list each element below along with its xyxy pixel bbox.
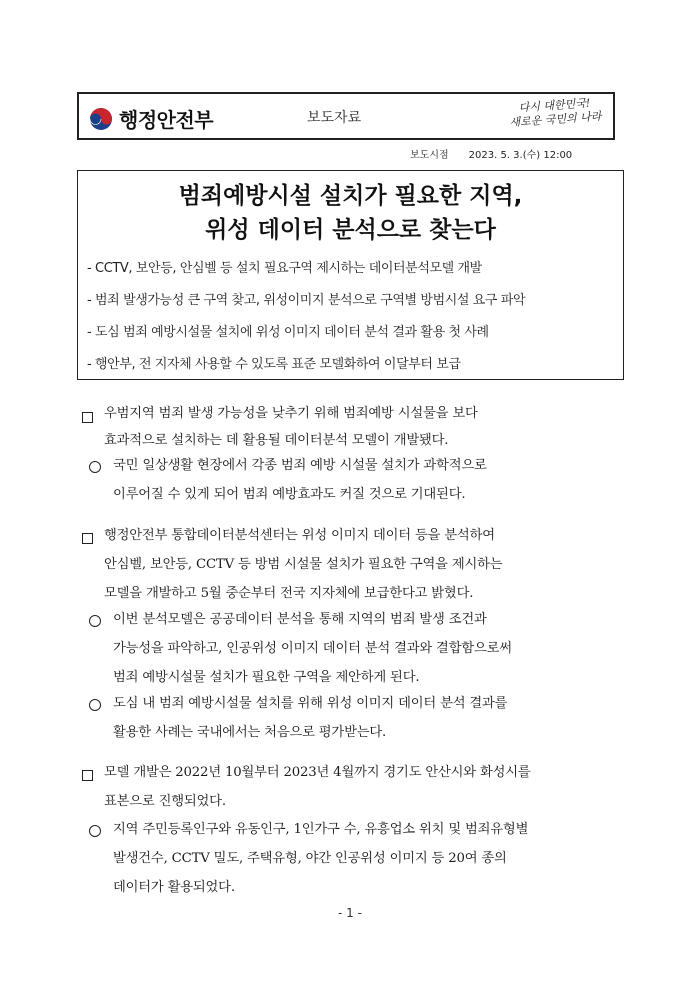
- summary-item: - CCTV, 보안등, 안심벨 등 설치 필요구역 제시하는 데이터분석모델 개발: [87, 261, 482, 276]
- paragraph-line: 행정안전부 통합데이터분석센터는 위성 이미지 데이터 등을 분석하여: [104, 528, 495, 543]
- paragraph-3: [0, 758, 700, 816]
- paragraph-line: 이번 분석모델은 공공데이터 분석을 통해 지역의 범죄 발생 조건과: [113, 612, 487, 627]
- paragraph-line: 범죄 예방시설물 설치가 필요한 구역을 제안하게 된다.: [113, 670, 420, 685]
- paragraph-line: 국민 일상생활 현장에서 각종 범죄 예방 시설물 설치가 과학적으로: [113, 458, 487, 473]
- square-bullet-icon: [82, 766, 93, 785]
- paragraph-2: [0, 521, 700, 608]
- paragraph-line: 모델을 개발하고 5월 중순부터 전국 지자체에 보급한다고 밝혔다.: [104, 586, 474, 601]
- paragraph-line: 모델 개발은 2022년 10월부터 2023년 4월까지 경기도 안산시와 화성시를: [104, 765, 531, 780]
- summary-item: - 도심 범죄 예방시설물 설치에 위성 이미지 데이터 분석 결과 활용 첫 사례: [87, 325, 489, 340]
- paragraph-line: 효과적으로 설치하는 데 활용될 데이터분석 모델이 개발됐다.: [104, 433, 449, 448]
- summary-item: - 범죄 발생가능성 큰 구역 찾고, 위성이미지 분석으로 구역별 방범시설 요구 파악: [87, 293, 526, 308]
- headline: [78, 171, 623, 247]
- headline-line-2: 위성 데이터 분석으로 찾는다: [205, 217, 496, 243]
- summary-list: [87, 253, 617, 381]
- paragraph-1: [0, 400, 700, 454]
- paragraph-3a: [0, 815, 700, 902]
- circle-bullet-icon: [89, 458, 101, 477]
- paragraph-line: 이루어질 수 있게 되어 범죄 예방효과도 커질 것으로 기대된다.: [113, 487, 466, 502]
- headline-box: [77, 170, 624, 380]
- paragraph-line: 활용한 사례는 국내에서는 처음으로 평가받는다.: [113, 725, 387, 740]
- page-number: - 1 -: [338, 906, 362, 920]
- paragraph-line: 지역 주민등록인구와 유동인구, 1인가구 수, 유흥업소 위치 및 범죄유형별: [113, 822, 529, 837]
- paragraph-line: 발생건수, CCTV 밀도, 주택유형, 야간 인공위성 이미지 등 20여 종의: [113, 851, 507, 866]
- paragraph-line: 데이터가 활용되었다.: [113, 880, 235, 895]
- paragraph-1a: [0, 451, 700, 509]
- circle-bullet-icon: [89, 696, 101, 715]
- circle-bullet-icon: [89, 612, 101, 631]
- summary-item: - 행안부, 전 지자체 사용할 수 있도록 표준 모델화하여 이달부터 보급: [87, 357, 461, 372]
- square-bullet-icon: [82, 529, 93, 548]
- paragraph-line: 안심벨, 보안등, CCTV 등 방범 시설물 설치가 필요한 구역을 제시하는: [104, 557, 503, 572]
- slogan-line-2: 새로운 국민의 나라: [509, 109, 602, 130]
- slogan-line-1: 다시 대한민국!: [518, 96, 591, 115]
- ministry-logo: [89, 104, 213, 133]
- document-type-label: 보도자료: [307, 110, 362, 126]
- paragraph-line: 도심 내 범죄 예방시설물 설치를 위해 위성 이미지 데이터 분석 결과를: [113, 696, 508, 711]
- paragraph-line: 가능성을 파악하고, 인공위성 이미지 데이터 분석 결과와 결합함으로써: [113, 641, 512, 656]
- paragraph-line: 우범지역 범죄 발생 가능성을 낮추기 위해 범죄예방 시설물을 보다: [104, 406, 478, 421]
- circle-bullet-icon: [89, 822, 101, 841]
- release-time-line: [410, 146, 572, 161]
- ministry-name: 행정안전부: [119, 108, 214, 132]
- paragraph-2b: [0, 689, 700, 747]
- header-box: [77, 92, 615, 140]
- paragraph-2a: [0, 605, 700, 692]
- headline-line-1: 범죄예방시설 설치가 필요한 지역,: [178, 183, 523, 209]
- taegeuk-emblem-icon: [89, 107, 113, 131]
- release-label: 보도시점: [410, 150, 449, 161]
- release-time: 2023. 5. 3.(수) 12:00: [468, 150, 573, 161]
- government-slogan: [508, 96, 602, 130]
- paragraph-line: 표본으로 진행되었다.: [104, 794, 226, 809]
- square-bullet-icon: [82, 408, 93, 427]
